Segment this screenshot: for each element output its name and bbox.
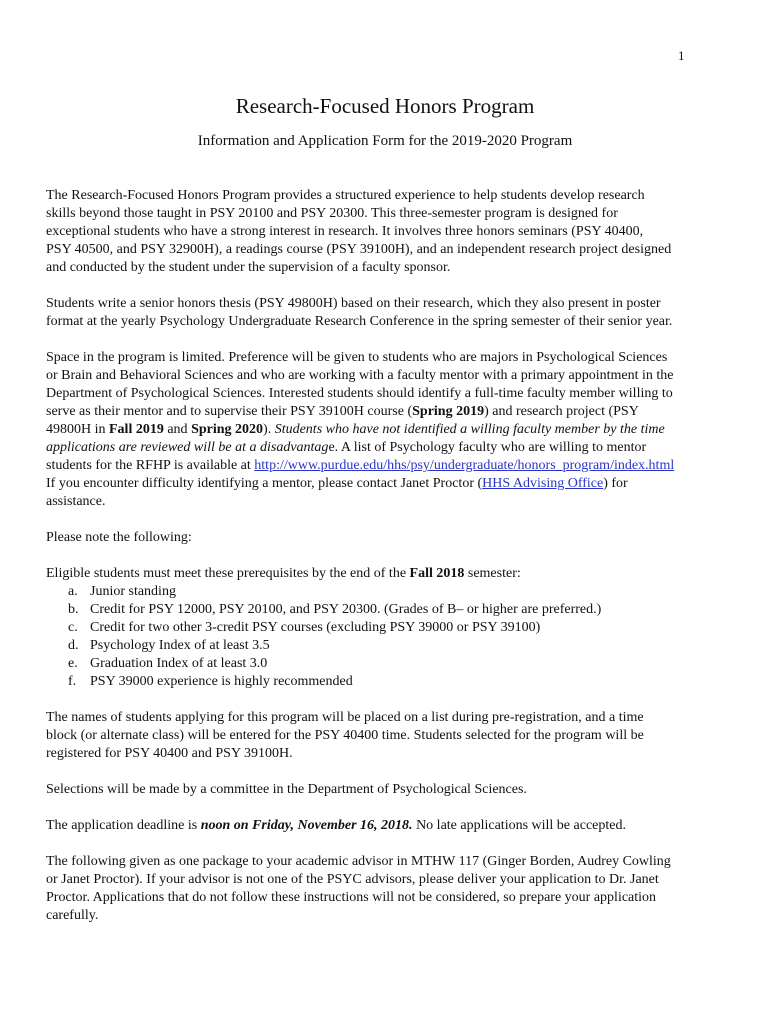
text-line: serve as their mentor and to supervise their PSY 39100H course (Spring 2019) and research project (PSY — [46, 404, 639, 419]
text-line: Selections will be made by a committee in the Department of Psychological Sciences. — [46, 782, 527, 797]
text-line: Department of Psychological Sciences. Interested students should identify a full-time faculty member willing to — [46, 386, 673, 401]
list-item-text: Credit for two other 3-credit PSY courses (excluding PSY 39000 or PSY 39100) — [90, 620, 541, 635]
text-line: format at the yearly Psychology Undergraduate Research Conference in the spring semester of their senior year. — [46, 314, 673, 329]
text-line: PSY 40500, and PSY 32900H), a readings course (PSY 39100H), and an independent research project designed — [46, 242, 672, 257]
text-line: Students write a senior honors thesis (PSY 49800H) based on their research, which they also present in poster — [46, 296, 661, 311]
text-line: applications are reviewed will be at a disadvantage. A list of Psychology faculty who are willing to mentor — [46, 440, 647, 455]
text-line: Space in the program is limited. Preference will be given to students who are majors in Psychological Sciences — [46, 350, 668, 365]
text-line: or Janet Proctor). If your advisor is not one of the PSYC advisors, please deliver your application to Dr. Janet — [46, 872, 659, 887]
bold-term: Spring 2020 — [191, 422, 264, 437]
list-marker: c. — [68, 620, 78, 635]
text-line: The Research-Focused Honors Program provides a structured experience to help students develop research — [46, 188, 645, 203]
mentor-paragraph — [46, 349, 732, 511]
text-line: The following given as one package to your academic advisor in MTHW 117 (Ginger Borden, Audrey Cowling — [46, 854, 671, 869]
list-item-text: Psychology Index of at least 3.5 — [90, 638, 270, 653]
list-marker: e. — [68, 656, 78, 671]
list-marker: f. — [68, 674, 77, 689]
text-line: assistance. — [46, 494, 106, 509]
text-line: block (or alternate class) will be entered for the PSY 40400 time. Students selected for the program will be — [46, 728, 644, 743]
text-line: and conducted by the student under the supervision of a faculty sponsor. — [46, 260, 451, 275]
list-item-text: Graduation Index of at least 3.0 — [90, 656, 268, 671]
list-item — [46, 619, 732, 637]
list-item-text: PSY 39000 experience is highly recommended — [90, 674, 353, 689]
submission-paragraph — [46, 853, 732, 925]
page-subtitle: Information and Application Form for the 2019-2020 Program — [197, 133, 573, 149]
selection-paragraph — [46, 781, 732, 799]
text-line: or Brain and Behavioral Sciences and who are working with a faculty mentor with a primary appointment in the — [46, 368, 674, 383]
text-line: carefully. — [46, 908, 99, 923]
list-item-text: Junior standing — [90, 584, 176, 599]
text-line: The names of students applying for this program will be placed on a list during pre-registration, and a time — [46, 710, 644, 725]
list-item — [46, 655, 732, 673]
italic-warning: applications are reviewed will be at a disadvantag — [46, 440, 329, 455]
prerequisites-section — [46, 565, 732, 691]
text-line: The application deadline is noon on Friday, November 16, 2018. No late applications will be accepted. — [46, 818, 626, 833]
advising-office-link[interactable]: HHS Advising Office — [482, 476, 604, 491]
deadline-paragraph — [46, 817, 732, 835]
text-line: skills beyond those taught in PSY 20100 and PSY 20300. This three-semester program is designed for — [46, 206, 618, 221]
thesis-paragraph — [46, 295, 732, 331]
text-line: exceptional students who have a strong interest in research. It involves three honors seminars (PSY 40400, — [46, 224, 644, 239]
list-item — [46, 583, 732, 601]
list-marker: d. — [68, 638, 79, 653]
list-marker: a. — [68, 584, 78, 599]
note-heading — [46, 529, 732, 547]
bold-term: Fall 2018 — [409, 566, 465, 581]
text-line: Proctor. Applications that do not follow these instructions will not be considered, so prepare your application — [46, 890, 657, 905]
text-line: 49800H in Fall 2019 and Spring 2020). Students who have not identified a willing faculty member by the time — [46, 422, 665, 437]
list-item — [46, 673, 732, 691]
italic-warning: Students who have not identified a willing faculty member by the time — [274, 422, 665, 437]
list-marker: b. — [68, 602, 79, 617]
registration-paragraph — [46, 709, 732, 763]
document-body — [46, 187, 732, 943]
honors-program-link[interactable]: http://www.purdue.edu/hhs/psy/undergraduate/honors_program/index.html — [254, 458, 675, 473]
list-item — [46, 601, 732, 619]
page-title: Research-Focused Honors Program — [235, 94, 535, 118]
text-line: students for the RFHP is available at http://www.purdue.edu/hhs/psy/undergraduate/honors_program/index.html — [46, 458, 675, 473]
prerequisites-list — [46, 583, 732, 691]
bold-term: Spring 2019 — [412, 404, 485, 419]
text-line: registered for PSY 40400 and PSY 39100H. — [46, 746, 293, 761]
list-item — [46, 637, 732, 655]
deadline-date: noon on Friday, November 16, 2018. — [200, 818, 413, 833]
text-line: Please note the following: — [46, 530, 192, 545]
intro-paragraph — [46, 187, 732, 277]
list-item-text: Credit for PSY 12000, PSY 20100, and PSY 20300. (Grades of B– or higher are preferred.) — [90, 602, 602, 617]
text-line: If you encounter difficulty identifying a mentor, please contact Janet Proctor (HHS Advising Office) for — [46, 476, 628, 491]
prerequisites-intro: Eligible students must meet these prerequisites by the end of the Fall 2018 semester: — [46, 566, 521, 581]
bold-term: Fall 2019 — [109, 422, 164, 437]
page-number: 1 — [678, 48, 685, 63]
